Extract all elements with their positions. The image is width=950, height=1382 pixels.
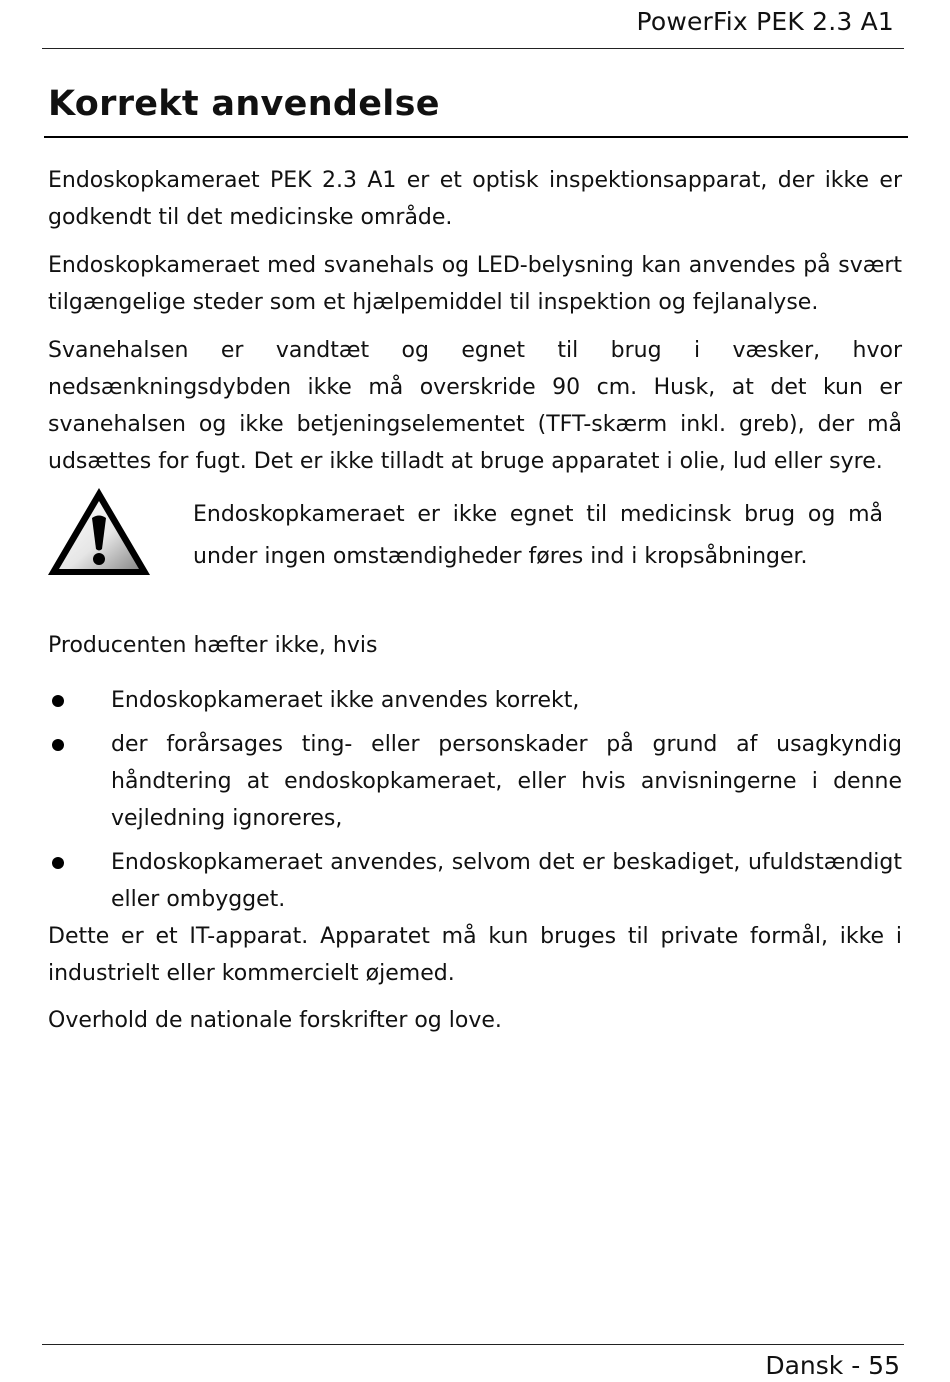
page-number: Dansk - 55 (765, 1351, 900, 1380)
paragraph-intended-use: Endoskopkameraet PEK 2.3 A1 er et optisk inspektionsapparat, der ikke er godkendt til det medicinske område. (48, 168, 902, 230)
section-title: Korrekt anvendelse (48, 84, 440, 124)
paragraph-liability-intro: Producenten hæfter ikke, hvis (48, 633, 378, 658)
paragraph-gooseneck-usage: Endoskopkameraet med svanehals og LED-belysning kan anvendes på svært tilgængelige steder som et hjælpemiddel til inspektion og fejlanalyse. (48, 253, 902, 315)
list-item-text: Endoskopkameraet anvendes, selvom det er beskadiget, ufuldstændigt eller ombygget. (111, 850, 902, 912)
bullet-icon (52, 857, 64, 869)
paragraph-waterproof-info: Svanehalsen er vandtæt og egnet til brug i væsker, hvor nedsænkningsdybden ikke må overskride 90 cm. Husk, at det kun er svanehalsen og ikke betjeningselementet (TFT-skærm inkl. greb), der må udsættes for fugt. Det er ikke tilladt at bruge apparatet i olie, lud eller syre. (48, 338, 902, 474)
paragraph-regulations: Overhold de nationale forskrifter og love. (48, 1008, 502, 1033)
paragraph-it-device: Dette er et IT-apparat. Apparatet må kun bruges til private formål, ikke i industrielt eller kommercielt øjemed. (48, 924, 902, 986)
list-item (48, 726, 902, 837)
bullet-icon (52, 695, 64, 707)
bullet-icon (52, 739, 64, 751)
list-item (48, 682, 902, 719)
list-item-text: Endoskopkameraet ikke anvendes korrekt, (111, 688, 580, 713)
list-item-text: der forårsages ting- eller personskader på grund af usagkyndig håndtering at endoskopkameraet, eller hvis anvisningerne i denne vejledning ignoreres, (111, 732, 902, 831)
list-item (48, 844, 902, 918)
header-divider (42, 48, 904, 49)
running-header: PowerFix PEK 2.3 A1 (636, 7, 894, 36)
warning-text: Endoskopkameraet er ikke egnet til medicinsk brug og må under ingen omstændigheder føres ind i kropsåbninger. (193, 502, 883, 569)
footer-divider (42, 1344, 904, 1345)
title-divider (44, 136, 908, 138)
warning-triangle-icon (46, 486, 152, 578)
liability-list (48, 682, 902, 925)
